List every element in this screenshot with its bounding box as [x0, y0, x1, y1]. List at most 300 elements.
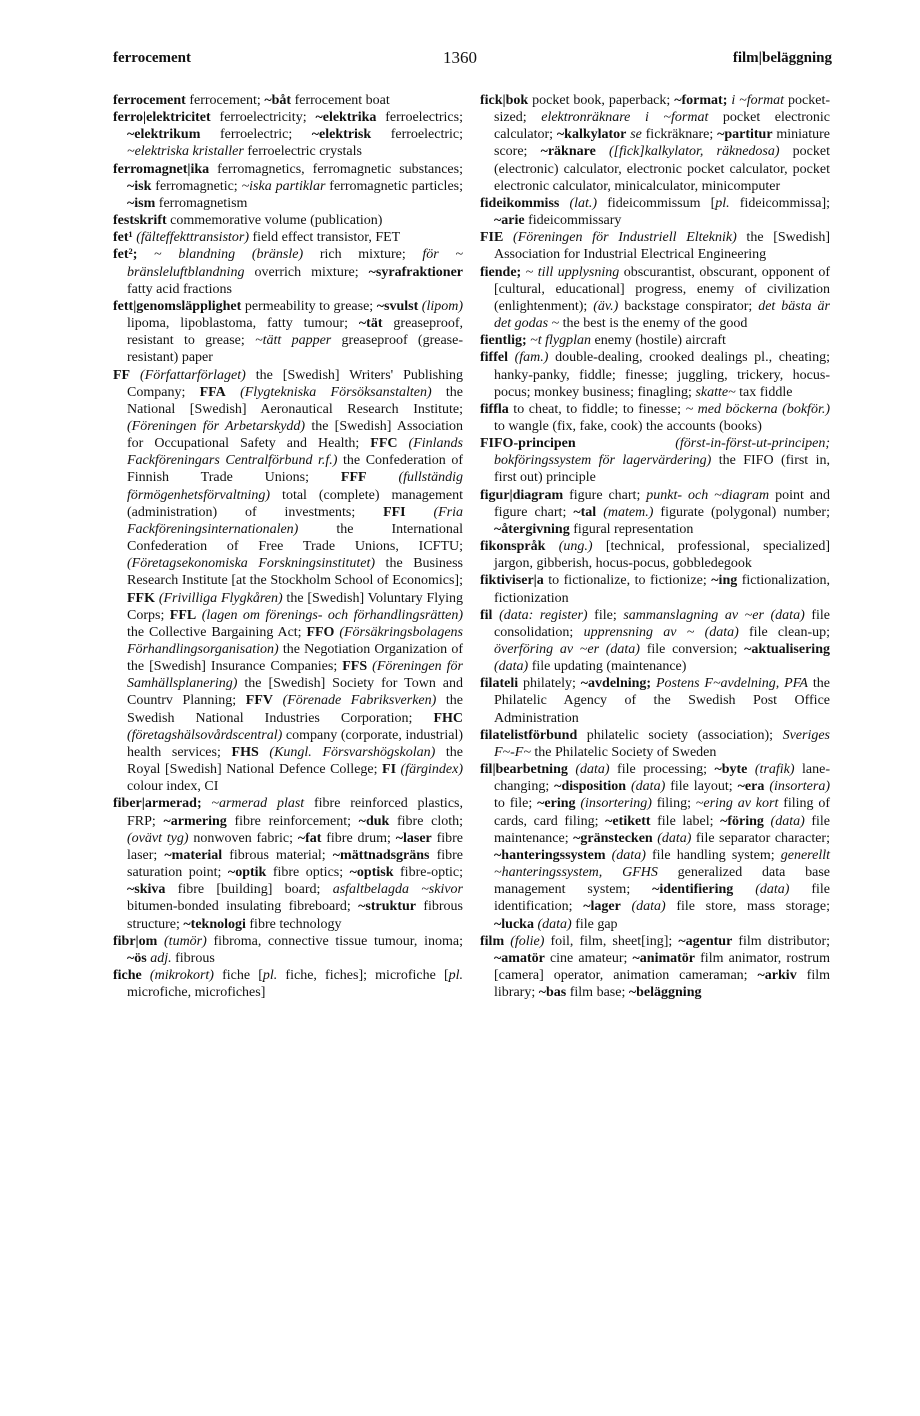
definition-text: the Swedish National Industries Corporation;: [127, 693, 464, 726]
definition-text: file layout;: [665, 779, 738, 795]
definition-text: the best is the enemy of the good: [559, 316, 748, 332]
dictionary-entry: [113, 212, 463, 229]
definition-text: the [Swedish] Society for Town and Countrv Planning;: [127, 676, 463, 709]
italic-phrase: ~armerad plast: [211, 796, 305, 812]
definition-text: [559, 196, 569, 211]
definition-text: ferroelectricity;: [210, 110, 316, 126]
italic-phrase: blandning (bränsle): [178, 247, 304, 263]
dictionary-entry: [113, 92, 463, 109]
italic-phrase: pl.: [448, 967, 463, 983]
definition-text: nonwoven fabric;: [188, 830, 298, 846]
definition-text: [technical, professional, specialized] jargon, gibberish, hocus-pocus, gobbledegook: [494, 539, 831, 572]
sub-headword: ~räknare: [540, 144, 596, 160]
sub-headword: FFS: [342, 659, 368, 675]
definition-text: [406, 505, 434, 520]
italic-phrase: generellt ~hanteringssystem, GFHS: [494, 847, 830, 881]
dictionary-entry: [480, 229, 830, 263]
definition-text: ferrocement;: [185, 93, 265, 108]
sub-headword: ~återgivning: [494, 521, 570, 537]
italic-phrase: Sveriges F~-F~: [494, 727, 830, 760]
headword: fet²;: [113, 247, 138, 263]
dictionary-entry: [480, 401, 830, 435]
definition-text: fibrous structure;: [127, 899, 463, 932]
dictionary-entry: [480, 727, 830, 761]
definition-text: miniature score;: [494, 127, 831, 160]
definition-text: figural representation: [569, 521, 694, 537]
dictionary-entry: [480, 761, 830, 933]
definition-text: ferroelectrics;: [376, 110, 463, 126]
dictionary-entry: [113, 246, 463, 297]
definition-text: the Collective Bargaining Act;: [127, 624, 307, 640]
italic-phrase: (företagshälsovårdscentral): [127, 727, 283, 743]
definition-text: the International Confederation of Free Trade Unions, ICFTU;: [127, 521, 463, 555]
italic-phrase: (Föreningen för Industriell Elteknik): [513, 230, 737, 246]
definition-text: [202, 796, 212, 811]
definition-text: fideicommissary: [524, 213, 622, 229]
headword: fil: [480, 607, 493, 623]
italic-phrase: (lat.): [569, 195, 598, 211]
definition-text: fibre laser;: [127, 830, 463, 863]
sub-headword: ~teknologi: [183, 916, 246, 932]
definition-text: file;: [587, 607, 624, 623]
sub-headword: FFL: [169, 607, 197, 623]
italic-phrase: adj.: [150, 950, 172, 966]
dictionary-entry: [113, 298, 463, 367]
italic-phrase: ~tätt papper: [255, 333, 332, 349]
dictionary-entry: [480, 487, 830, 538]
headword: FIE: [480, 230, 504, 246]
sub-headword: ~gränstecken: [573, 830, 653, 846]
italic-phrase: (Föreningen för Samhällsplanering): [127, 659, 463, 692]
italic-phrase: (data): [537, 916, 572, 932]
sub-headword: ~ing: [711, 573, 738, 589]
headword: filateli: [480, 676, 519, 692]
definition-text: fatty acid fractions: [127, 281, 232, 297]
italic-phrase: (trafik): [754, 762, 795, 778]
sub-headword: ~aktualisering: [744, 642, 830, 657]
definition-text: the Negotiation Organization of the [Swedish] Insurance Companies;: [127, 642, 463, 675]
definition-text: fideicommissa];: [729, 195, 831, 211]
dictionary-entry: [480, 675, 830, 726]
dictionary-entry: [480, 933, 830, 1002]
definition-text: fibre reinforced plastics, FRP;: [127, 796, 463, 829]
sub-headword: ~lucka: [494, 916, 534, 932]
definition-text: ~: [137, 247, 179, 263]
dictionary-entry: [113, 933, 463, 967]
dictionary-entry: [480, 92, 830, 195]
dictionary-entry: [480, 607, 830, 676]
definition-text: fibre-optic;: [393, 865, 463, 881]
italic-phrase: (folie): [510, 933, 545, 949]
italic-phrase: (data): [657, 830, 692, 846]
sub-headword: FI: [382, 762, 397, 778]
italic-phrase: pl.: [715, 195, 730, 211]
definition-text: the National [Swedish] Aeronautical Research Institute;: [127, 384, 463, 417]
headword: fiende;: [480, 264, 522, 280]
headword: ferrocement: [113, 93, 186, 108]
definition-text: fibre optics;: [266, 865, 350, 881]
definition-text: fibre reinforcement;: [226, 813, 359, 829]
italic-phrase: (Fria Fackföreningsinternationalen): [127, 504, 463, 537]
definition-text: overrich mixture;: [244, 264, 369, 280]
definition-text: enemy (hostile) aircraft: [591, 333, 726, 349]
definition-text: to fictionalize, to fictionize;: [543, 573, 712, 589]
italic-phrase: Postens F~avdelning, PFA: [655, 676, 808, 692]
headword: fikonspråk: [480, 539, 546, 555]
definition-text: the [Swedish] Writers' Publishing Company;: [127, 367, 464, 400]
dictionary-entry: [113, 229, 463, 246]
definition-text: [576, 436, 676, 451]
italic-phrase: (data): [631, 899, 666, 915]
dictionary-entry: [480, 264, 830, 333]
definition-text: file consolidation;: [494, 607, 830, 640]
definition-text: ferromagnetics, ferromagnetic substances;: [209, 161, 463, 177]
definition-text: the Philatelic Agency of the Swedish Post Office Administration: [494, 676, 830, 726]
sub-headword: FFV: [245, 693, 273, 709]
italic-phrase: ~ering av kort: [695, 796, 779, 812]
sub-headword: ~material: [164, 847, 223, 863]
sub-headword: ~fat: [297, 830, 322, 846]
headword: fideikommiss: [480, 195, 560, 211]
headword: fett|genomsläpplighet: [113, 298, 242, 314]
definition-text: film library;: [494, 967, 830, 1001]
definition-text: [142, 968, 150, 983]
sub-headword: ~struktur: [358, 899, 416, 915]
sub-headword: ~optik: [227, 865, 267, 881]
definition-text: [503, 230, 513, 245]
italic-phrase: (Försäkringsbolagens Förhandlingsorganisation): [127, 624, 464, 657]
italic-phrase: (insortering): [580, 796, 652, 812]
headword: fick|bok: [480, 93, 529, 108]
headword: figur|diagram: [480, 487, 564, 503]
sub-headword: ~laser: [395, 830, 432, 846]
dictionary-entry: [113, 967, 463, 1001]
headword: FIFO-principen: [480, 436, 576, 452]
italic-phrase: ~t flygplan: [530, 333, 592, 349]
italic-phrase: (Kungl. Försvarshögskolan): [269, 744, 436, 760]
definition-text: double-dealing, crooked dealings pl., cheating; hanky-panky, fiddle; finesse; juggling, trickery, hocus-pocus; monkey business; finagling;: [494, 350, 831, 400]
sub-headword: ~tät: [358, 316, 383, 332]
italic-phrase: ~ med böckerna (bokför.): [685, 401, 830, 417]
definition-text: fiche, fiches]; microfiche [: [277, 967, 449, 983]
definition-text: the [Swedish] Voluntary Flying Corps;: [127, 590, 464, 623]
italic-phrase: (Frivilliga Flygkåren): [158, 590, 283, 606]
definition-text: file store, mass storage;: [665, 899, 831, 915]
definition-text: [545, 539, 558, 554]
definition-text: filing of cards, card filing;: [494, 796, 831, 829]
italic-phrase: (först-in-först-ut-principen; bokföringssystem för lagervärdering): [494, 436, 830, 469]
definition-text: to wangle (fix, fake, cook) the accounts (books): [494, 418, 762, 434]
definition-text: philately;: [518, 676, 581, 692]
sub-headword: ~ös: [127, 950, 147, 966]
italic-phrase: ([fick]kalkylator, räknedosa): [608, 144, 780, 160]
headword: festskrift: [113, 213, 167, 229]
definition-text: file label;: [650, 813, 721, 829]
definition-text: file processing;: [609, 762, 715, 778]
italic-phrase: (fullständig förmögenhetsförvaltning): [127, 470, 464, 503]
definition-text: [259, 745, 270, 760]
definition-text: colour index, CI: [127, 779, 219, 795]
running-head-first: ferrocement: [113, 50, 192, 66]
headword: fil|bearbetning: [480, 762, 568, 778]
right-column: [480, 92, 830, 1001]
dictionary-entry: [480, 435, 830, 486]
italic-phrase: (ovävt tyg): [127, 830, 189, 846]
headword: film: [480, 933, 505, 949]
italic-phrase: (data): [611, 847, 646, 863]
sub-headword: ~armering: [163, 813, 227, 829]
definition-text: film distributor;: [732, 933, 830, 949]
italic-phrase: för ~ bränsleluftblandning: [127, 247, 464, 280]
italic-phrase: (färgindex): [400, 762, 464, 778]
definition-text: [508, 350, 515, 365]
italic-phrase: se: [630, 127, 642, 143]
definition-text: the FIFO (first in, first out) principle: [494, 453, 830, 486]
dictionary-entry: [113, 795, 463, 932]
italic-phrase: (Flygtekniska Försöksanstalten): [240, 384, 432, 400]
definition-text: fibroma, connective tissue tumour, inoma;: [206, 933, 463, 949]
definition-text: ferromagnetism: [155, 195, 248, 211]
italic-phrase: (insortera): [769, 779, 831, 795]
headword: FF: [113, 367, 131, 383]
definition-text: cine amateur;: [544, 950, 633, 966]
sub-headword: ~syrafraktioner: [368, 264, 463, 280]
definition-text: film animator, rostrum [camera] operator, animation cameraman;: [494, 950, 830, 983]
dictionary-entry: [113, 161, 463, 212]
definition-text: fibre [building] board;: [165, 882, 333, 898]
definition-text: file clean-up;: [738, 624, 830, 640]
italic-phrase: (fälteffekttransistor): [136, 230, 250, 246]
sub-headword: FFI: [383, 504, 406, 520]
sub-headword: ~duk: [358, 813, 390, 829]
definition-text: lane-changing;: [494, 762, 831, 795]
definition-text: [747, 762, 754, 777]
definition-text: greaseproof (grease-resistant) paper: [127, 333, 464, 366]
dictionary-entry: [480, 195, 830, 229]
definition-text: film base;: [566, 985, 629, 1001]
italic-phrase: överföring av ~er (data): [494, 642, 640, 657]
italic-phrase: (data): [755, 882, 790, 898]
definition-text: [226, 385, 240, 400]
italic-phrase: (Företagsekonomiska Forskningsinstitutet): [127, 556, 375, 572]
sub-headword: FFO: [306, 624, 335, 640]
dictionary-entry: [480, 349, 830, 400]
definition-text: figurate (polygonal) number;: [653, 504, 830, 520]
sub-headword: ~ering: [537, 796, 576, 812]
sub-headword: FFC: [370, 436, 398, 452]
italic-phrase: (tumör): [164, 933, 207, 949]
sub-headword: ~båt: [264, 93, 292, 108]
definition-text: file conversion;: [639, 642, 745, 657]
sub-headword: ~format;: [674, 93, 728, 108]
definition-text: fideicommissum [: [597, 195, 716, 211]
definition-text: file maintenance;: [494, 813, 831, 846]
definition-text: ferroelectric;: [371, 127, 464, 143]
definition-text: file identification;: [494, 882, 831, 915]
definition-text: [764, 814, 771, 829]
sub-headword: ~arkiv: [757, 967, 797, 983]
definition-text: philatelic society (association);: [577, 727, 783, 743]
headword: fiffel: [480, 350, 508, 366]
headword: fet¹: [113, 230, 133, 246]
sub-headword: ~skiva: [127, 882, 166, 898]
definition-text: fiche [: [213, 967, 263, 983]
sub-headword: ~era: [737, 779, 765, 795]
definition-text: foil, film, sheet[ing];: [544, 933, 679, 949]
italic-phrase: asfaltbelagda ~skivor: [332, 882, 464, 898]
left-column: [113, 92, 463, 1001]
definition-text: obscurantist, obscurant, opponent of [cultural, educational] progress, enemy of civilization (enlightenment);: [494, 264, 830, 314]
definition-text: ferrocement boat: [291, 93, 390, 108]
italic-phrase: (ung.): [558, 539, 593, 555]
definition-text: microfiche, microfiches]: [127, 985, 266, 1001]
sub-headword: ~agentur: [678, 933, 733, 949]
italic-phrase: (lipom): [421, 298, 463, 314]
sub-headword: ~hanteringssystem: [494, 847, 606, 863]
definition-text: filing;: [651, 796, 696, 812]
sub-headword: ~bas: [538, 985, 567, 1001]
definition-text: bitumen-bonded insulating fibreboard;: [127, 899, 359, 915]
italic-phrase: skatte~: [695, 384, 736, 400]
italic-phrase: det bästa är det godas ~: [494, 298, 831, 332]
definition-text: [367, 470, 399, 485]
headword: ferromagnet|ika: [113, 161, 210, 177]
definition-text: pocket electronic calculator;: [494, 110, 830, 143]
definition-text: [733, 882, 755, 897]
sub-headword: ~tal: [573, 504, 597, 520]
sub-headword: FFF: [340, 470, 367, 486]
sub-headword: FHS: [231, 744, 259, 760]
page-number: 1360: [443, 48, 477, 67]
sub-headword: ~etikett: [605, 813, 651, 829]
italic-phrase: (lagen om förenings- och förhandlingsrätten): [201, 607, 463, 623]
definition-text: commemorative volume (publication): [166, 213, 383, 229]
dictionary-entry: [113, 109, 463, 160]
sub-headword: ~ism: [127, 195, 156, 211]
definition-text: the [Swedish] Association for Occupational Safety and Health;: [127, 418, 463, 452]
dictionary-entry: [480, 332, 830, 349]
definition-text: figure chart;: [563, 487, 647, 503]
italic-phrase: (Föreningen för Arbetarskydd): [127, 418, 306, 434]
headword: ferro|elektricitet: [113, 110, 211, 126]
headword: fibr|om: [113, 933, 158, 949]
definition-text: company (corporate, industrial) health services;: [127, 727, 463, 760]
definition-text: lipoma, lipoblastoma, fatty tumour;: [127, 316, 359, 332]
dictionary-entry: [480, 572, 830, 606]
italic-phrase: (data): [770, 813, 805, 829]
italic-phrase: pl.: [262, 967, 278, 983]
italic-phrase: punkt- och ~diagram: [646, 487, 770, 503]
sub-headword: ~byte: [714, 762, 748, 778]
sub-headword: ~mättnadsgräns: [332, 847, 430, 863]
sub-headword: ~beläggning: [628, 985, 702, 1001]
headword: fiber|armerad;: [113, 796, 202, 812]
headword: fiffla: [480, 401, 509, 417]
definition-text: pocket book, paperback;: [528, 93, 675, 108]
definition-text: fibre saturation point;: [127, 847, 463, 881]
definition-text: point and figure chart;: [494, 487, 830, 520]
definition-text: field effect transistor, FET: [249, 230, 401, 246]
italic-phrase: (Finlands Fackföreningars Centralförbund r.f.): [127, 436, 463, 469]
definition-text: [130, 368, 140, 383]
definition-text: file updating (maintenance): [528, 659, 687, 675]
headword: fiktiviser|a: [480, 573, 544, 589]
definition-text: [398, 436, 409, 451]
definition-text: pocket (electronic) calculator, electronic pocket calculator, pocket electronic calculator, minicalculator, minicomputer: [494, 144, 830, 194]
definition-text: total (complete) management (administration) of investments;: [127, 487, 463, 520]
sub-headword: ~disposition: [554, 779, 627, 795]
definition-text: backstage conspirator;: [618, 298, 759, 314]
sub-headword: ~amatör: [494, 950, 545, 966]
definition-text: greaseproof, resistant to grease;: [127, 316, 463, 349]
italic-phrase: i ~format: [731, 93, 785, 108]
italic-phrase: (data): [631, 779, 666, 795]
sub-headword: ~svulst: [376, 298, 419, 314]
definition-text: file gap: [571, 916, 618, 932]
sub-headword: ~kalkylator: [556, 127, 627, 143]
definition-text: the Business Research Institute [at the Stockholm School of Economics];: [127, 556, 463, 589]
sub-headword: FHC: [433, 710, 463, 726]
definition-text: fibre technology: [245, 916, 342, 932]
headword: fientlig;: [480, 333, 527, 349]
definition-text: file separator character;: [691, 830, 830, 846]
definition-text: fictionalization, fictionization: [494, 573, 831, 606]
definition-text: [273, 693, 283, 708]
italic-phrase: elektronräknare i ~format: [541, 110, 709, 126]
sub-headword: ~avdelning;: [580, 676, 652, 692]
dictionary-entry: [480, 538, 830, 572]
definition-text: permeability to grease;: [241, 298, 377, 314]
sub-headword: ~lager: [583, 899, 621, 915]
italic-phrase: (fam.): [514, 350, 549, 366]
sub-headword: FFA: [199, 384, 226, 400]
headword: fiche: [113, 967, 142, 983]
definition-text: ~: [521, 264, 538, 280]
sub-headword: ~elektrika: [315, 110, 377, 126]
definition-text: the Confederation of Finnish Trade Unions;: [127, 453, 463, 486]
sub-headword: ~isk: [127, 178, 152, 194]
italic-phrase: sammanslagning av ~er (data): [623, 607, 805, 623]
italic-phrase: (data): [494, 659, 529, 675]
definition-text: the [Swedish] Association for Industrial Electrical Engineering: [494, 230, 830, 263]
definition-text: the Philatelic Society of Sweden: [530, 744, 717, 760]
sub-headword: ~animatör: [632, 950, 696, 966]
definition-text: pocket-sized;: [494, 93, 830, 126]
italic-phrase: (äv.): [593, 298, 619, 314]
italic-phrase: (Förenade Fabriksverken): [282, 693, 437, 709]
italic-phrase: (data): [575, 762, 610, 778]
definition-text: [621, 899, 632, 914]
definition-text: fibrous material;: [222, 847, 333, 863]
definition-text: fibre drum;: [321, 830, 396, 846]
definition-text: tax fiddle: [735, 384, 793, 400]
definition-text: fibre cloth;: [389, 813, 464, 829]
sub-headword: FFK: [127, 590, 155, 606]
italic-phrase: ~iska partiklar: [241, 178, 326, 194]
sub-headword: ~arie: [494, 213, 525, 229]
italic-phrase: (matem.): [603, 504, 654, 520]
italic-phrase: (data: register): [499, 607, 588, 623]
italic-phrase: ~elektriska kristaller: [127, 144, 244, 160]
sub-headword: ~optisk: [349, 865, 394, 881]
running-head-last: film|beläggning: [732, 50, 832, 66]
sub-headword: ~elektrisk: [311, 127, 372, 143]
headword: filatelistförbund: [480, 727, 578, 743]
definition-text: ferromagnetic particles;: [325, 178, 463, 194]
definition-text: to file;: [494, 796, 538, 812]
definition-text: file handling system;: [645, 847, 781, 863]
definition-text: [157, 934, 164, 949]
